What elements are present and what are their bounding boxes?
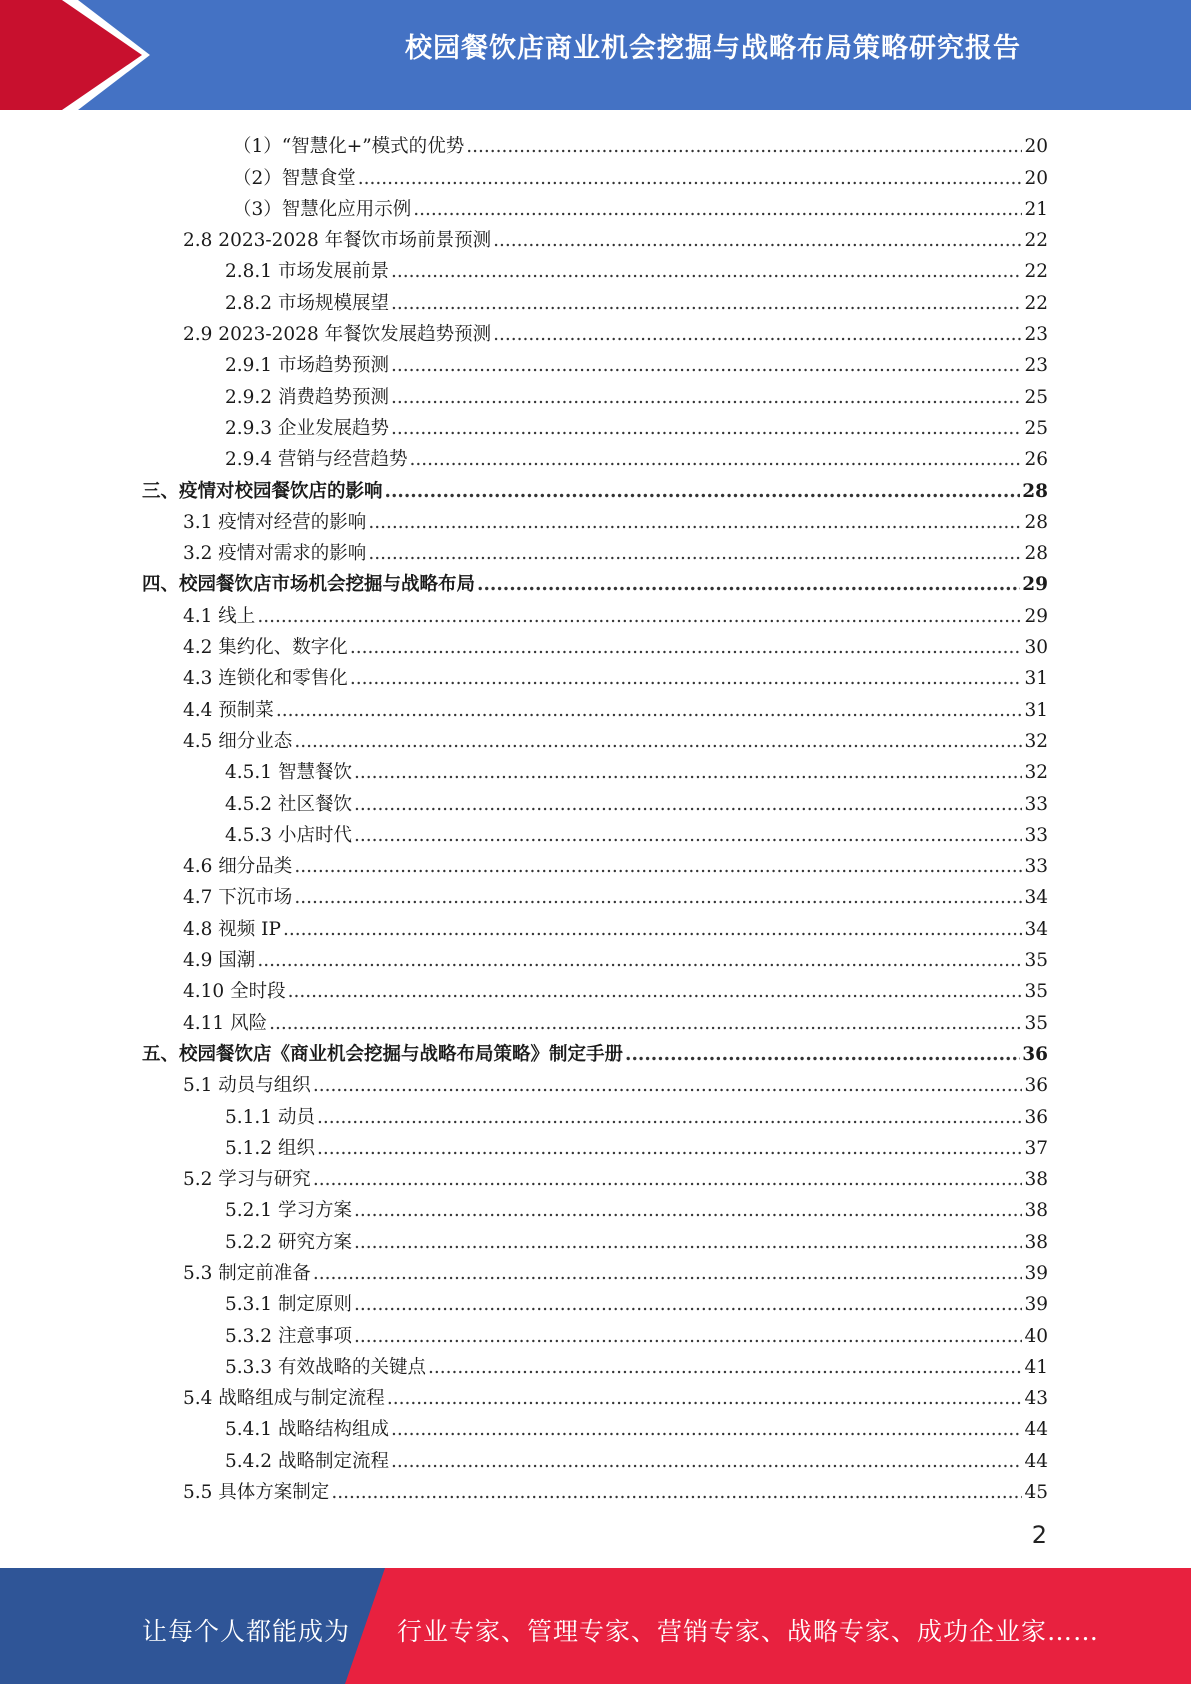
toc-entry-page: 36 xyxy=(1024,1075,1048,1097)
toc-entry-page: 45 xyxy=(1024,1482,1048,1504)
footer-slogan-left: 让每个人都能成为 xyxy=(142,1617,351,1646)
toc-entry-page: 22 xyxy=(1024,230,1048,252)
toc-leader-dots xyxy=(391,261,1022,283)
toc-leader-dots xyxy=(294,856,1022,878)
toc-entry-label: 4.2 集约化、数字化 xyxy=(183,637,348,659)
toc-leader-dots xyxy=(391,387,1022,409)
toc-entry-page: 22 xyxy=(1024,292,1048,314)
toc-entry-label: 5.3.1 制定原则 xyxy=(225,1294,352,1316)
toc-leader-dots xyxy=(428,1357,1022,1379)
toc-entry-page: 28 xyxy=(1022,480,1048,502)
toc-entry-label: 2.8.1 市场发展前景 xyxy=(225,261,389,283)
toc-leader-dots xyxy=(354,762,1023,784)
toc-entry-label: 2.9.3 企业发展趋势 xyxy=(225,417,389,439)
toc-entry[interactable] xyxy=(0,440,1191,471)
toc-leader-dots xyxy=(354,1200,1023,1222)
toc-entry-page: 35 xyxy=(1024,981,1048,1003)
toc-entry-label: （1）“智慧化+”模式的优势 xyxy=(233,136,465,158)
toc-entry-page: 25 xyxy=(1024,386,1048,408)
toc-entry[interactable] xyxy=(0,690,1191,721)
toc-entry-page: 35 xyxy=(1024,1012,1048,1034)
toc-entry[interactable] xyxy=(0,1222,1191,1253)
toc-entry-label: 5.4 战略组成与制定流程 xyxy=(183,1388,385,1410)
page-header xyxy=(0,0,1191,110)
toc-entry-label: 4.7 下沉市场 xyxy=(183,887,293,909)
footer-slogan-right: 行业专家、管理专家、营销专家、战略专家、成功企业家…… xyxy=(397,1617,1100,1646)
toc-entry-label: 5.1.1 动员 xyxy=(225,1106,315,1128)
toc-leader-dots xyxy=(257,606,1022,628)
toc-entry-label: 5.2.1 学习方案 xyxy=(225,1200,352,1222)
toc-entry[interactable] xyxy=(0,377,1191,408)
toc-entry[interactable] xyxy=(0,972,1191,1003)
toc-entry-page: 22 xyxy=(1024,261,1048,283)
toc-entry-label: 4.6 细分品类 xyxy=(183,856,293,878)
toc-entry[interactable] xyxy=(0,1191,1191,1222)
toc-entry-page: 38 xyxy=(1024,1169,1048,1191)
toc-entry[interactable] xyxy=(0,503,1191,534)
toc-leader-dots xyxy=(294,731,1022,753)
toc-entry[interactable] xyxy=(0,1003,1191,1034)
toc-entry-page: 33 xyxy=(1024,856,1048,878)
toc-entry[interactable] xyxy=(0,753,1191,784)
toc-leader-dots xyxy=(391,1451,1022,1473)
toc-entry-page: 38 xyxy=(1024,1231,1048,1253)
toc-entry-label: 5.2.2 研究方案 xyxy=(225,1231,352,1253)
toc-leader-dots xyxy=(493,324,1022,346)
toc-entry-label: 4.5.1 智慧餐饮 xyxy=(225,762,352,784)
toc-entry-page: 29 xyxy=(1024,605,1048,627)
toc-leader-dots xyxy=(317,1138,1023,1160)
toc-entry-label: 5.4.1 战略结构组成 xyxy=(225,1419,389,1441)
toc-entry-page: 32 xyxy=(1024,762,1048,784)
toc-leader-dots xyxy=(625,1044,1020,1066)
toc-entry[interactable] xyxy=(0,941,1191,972)
toc-entry[interactable] xyxy=(0,1129,1191,1160)
toc-leader-dots xyxy=(288,981,1023,1003)
toc-entry[interactable] xyxy=(0,315,1191,346)
toc-leader-dots xyxy=(358,168,1023,190)
toc-entry-label: 五、校园餐饮店《商业机会挖掘与战略布局策略》制定手册 xyxy=(142,1043,624,1065)
toc-entry[interactable] xyxy=(0,158,1191,189)
toc-entry-page: 34 xyxy=(1024,918,1048,940)
toc-entry-page: 44 xyxy=(1024,1419,1048,1441)
toc-entry-label: 5.1 动员与组织 xyxy=(183,1075,311,1097)
toc-leader-dots xyxy=(391,355,1022,377)
toc-entry-label: 2.9.1 市场趋势预测 xyxy=(225,355,389,377)
toc-leader-dots xyxy=(313,1169,1023,1191)
toc-leader-dots xyxy=(354,825,1023,847)
toc-entry-page: 33 xyxy=(1024,824,1048,846)
toc-entry-label: 2.9.2 消费趋势预测 xyxy=(225,386,389,408)
toc-entry-page: 41 xyxy=(1024,1356,1048,1378)
toc-entry-label: 5.5 具体方案制定 xyxy=(183,1482,330,1504)
toc-entry[interactable] xyxy=(0,252,1191,283)
toc-entry-page: 26 xyxy=(1024,449,1048,471)
toc-leader-dots xyxy=(413,199,1022,221)
toc-entry-label: 三、疫情对校园餐饮店的影响 xyxy=(142,480,383,502)
toc-leader-dots xyxy=(350,668,1023,690)
toc-entry[interactable] xyxy=(0,471,1191,502)
page-footer xyxy=(0,1568,1191,1684)
toc-entry-page: 31 xyxy=(1024,668,1048,690)
toc-entry-label: 4.10 全时段 xyxy=(183,981,286,1003)
toc-entry-label: 2.9 2023-2028 年餐饮发展趋势预测 xyxy=(183,324,492,346)
toc-entry[interactable] xyxy=(0,1316,1191,1347)
report-title: 校园餐饮店商业机会挖掘与战略布局策略研究报告 xyxy=(405,33,1021,64)
toc-entry[interactable] xyxy=(0,909,1191,940)
toc-entry[interactable] xyxy=(0,1035,1191,1066)
toc-entry-label: 5.4.2 战略制定流程 xyxy=(225,1450,389,1472)
toc-leader-dots xyxy=(391,418,1022,440)
toc-entry-page: 20 xyxy=(1024,167,1048,189)
toc-leader-dots xyxy=(493,230,1022,252)
toc-entry-label: 4.5 细分业态 xyxy=(183,730,293,752)
toc-entry-label: 2.8 2023-2028 年餐饮市场前景预测 xyxy=(183,230,492,252)
table-of-contents xyxy=(0,127,1191,1504)
toc-entry-page: 44 xyxy=(1024,1450,1048,1472)
toc-entry[interactable] xyxy=(0,784,1191,815)
toc-leader-dots xyxy=(331,1482,1022,1504)
toc-entry[interactable] xyxy=(0,534,1191,565)
toc-entry-label: 3.2 疫情对需求的影响 xyxy=(183,543,367,565)
toc-leader-dots xyxy=(317,1107,1023,1129)
toc-entry[interactable] xyxy=(0,1410,1191,1441)
toc-entry-page: 23 xyxy=(1024,355,1048,377)
toc-entry-label: 3.1 疫情对经营的影响 xyxy=(183,511,367,533)
toc-leader-dots xyxy=(276,700,1023,722)
toc-leader-dots xyxy=(368,543,1022,565)
toc-entry[interactable] xyxy=(0,1066,1191,1097)
toc-leader-dots xyxy=(354,1326,1023,1348)
toc-entry-page: 34 xyxy=(1024,887,1048,909)
toc-entry-page: 39 xyxy=(1024,1294,1048,1316)
toc-leader-dots xyxy=(466,136,1022,158)
toc-entry[interactable] xyxy=(0,565,1191,596)
toc-entry-label: 4.5.3 小店时代 xyxy=(225,824,352,846)
toc-entry-page: 23 xyxy=(1024,324,1048,346)
toc-entry[interactable] xyxy=(0,847,1191,878)
toc-entry-page: 29 xyxy=(1022,574,1048,596)
toc-entry-page: 20 xyxy=(1024,136,1048,158)
toc-entry[interactable] xyxy=(0,628,1191,659)
toc-entry[interactable] xyxy=(0,878,1191,909)
toc-entry[interactable] xyxy=(0,190,1191,221)
toc-entry[interactable] xyxy=(0,409,1191,440)
page-number: 2 xyxy=(1031,1521,1047,1549)
toc-entry[interactable] xyxy=(0,1379,1191,1410)
toc-entry-label: 5.3 制定前准备 xyxy=(183,1262,311,1284)
toc-leader-dots xyxy=(477,574,1020,596)
toc-leader-dots xyxy=(294,887,1022,909)
toc-entry-label: 4.11 风险 xyxy=(183,1012,268,1034)
toc-entry[interactable] xyxy=(0,1473,1191,1504)
toc-leader-dots xyxy=(354,794,1023,816)
toc-entry-page: 30 xyxy=(1024,637,1048,659)
toc-entry[interactable] xyxy=(0,596,1191,627)
toc-leader-dots xyxy=(409,449,1022,471)
toc-entry[interactable] xyxy=(0,1441,1191,1472)
toc-entry[interactable] xyxy=(0,346,1191,377)
toc-entry-page: 21 xyxy=(1024,198,1048,220)
toc-leader-dots xyxy=(368,512,1022,534)
toc-entry-page: 32 xyxy=(1024,730,1048,752)
toc-entry-label: 4.3 连锁化和零售化 xyxy=(183,668,348,690)
toc-entry-label: 4.4 预制菜 xyxy=(183,699,274,721)
toc-entry-page: 28 xyxy=(1024,511,1048,533)
toc-entry-page: 33 xyxy=(1024,793,1048,815)
toc-leader-dots xyxy=(350,637,1023,659)
toc-leader-dots xyxy=(391,293,1022,315)
toc-leader-dots xyxy=(354,1232,1023,1254)
toc-entry-label: 2.9.4 营销与经营趋势 xyxy=(225,449,408,471)
toc-leader-dots xyxy=(257,950,1022,972)
toc-entry-label: 4.9 国潮 xyxy=(183,950,256,972)
toc-entry-label: 4.5.2 社区餐饮 xyxy=(225,793,352,815)
toc-leader-dots xyxy=(387,1388,1023,1410)
toc-entry[interactable] xyxy=(0,1348,1191,1379)
toc-entry[interactable] xyxy=(0,722,1191,753)
toc-entry-page: 35 xyxy=(1024,950,1048,972)
toc-entry-page: 37 xyxy=(1024,1137,1048,1159)
toc-leader-dots xyxy=(391,1419,1022,1441)
toc-leader-dots xyxy=(313,1075,1023,1097)
toc-entry-label: 5.3.3 有效战略的关键点 xyxy=(225,1356,426,1378)
toc-entry[interactable] xyxy=(0,816,1191,847)
toc-entry-page: 39 xyxy=(1024,1262,1048,1284)
toc-entry-page: 36 xyxy=(1022,1043,1048,1065)
toc-entry-page: 25 xyxy=(1024,417,1048,439)
toc-entry-page: 28 xyxy=(1024,543,1048,565)
toc-leader-dots xyxy=(313,1263,1023,1285)
toc-leader-dots xyxy=(283,919,1023,941)
toc-entry[interactable] xyxy=(0,127,1191,158)
toc-entry[interactable] xyxy=(0,1285,1191,1316)
toc-entry[interactable] xyxy=(0,221,1191,252)
toc-leader-dots xyxy=(269,1013,1022,1035)
toc-entry-label: 5.3.2 注意事项 xyxy=(225,1325,352,1347)
toc-entry-label: 2.8.2 市场规模展望 xyxy=(225,292,389,314)
toc-leader-dots xyxy=(354,1294,1023,1316)
toc-leader-dots xyxy=(385,481,1021,503)
toc-entry-page: 31 xyxy=(1024,699,1048,721)
toc-entry-page: 40 xyxy=(1024,1325,1048,1347)
toc-entry-label: 4.1 线上 xyxy=(183,605,256,627)
toc-entry-label: 5.2 学习与研究 xyxy=(183,1169,311,1191)
toc-entry[interactable] xyxy=(0,1097,1191,1128)
toc-entry[interactable] xyxy=(0,1160,1191,1191)
toc-entry-label: （3）智慧化应用示例 xyxy=(233,198,412,220)
toc-entry[interactable] xyxy=(0,1254,1191,1285)
toc-entry-label: 四、校园餐饮店市场机会挖掘与战略布局 xyxy=(142,574,476,596)
toc-entry-label: 5.1.2 组织 xyxy=(225,1137,315,1159)
toc-entry-page: 38 xyxy=(1024,1200,1048,1222)
toc-entry[interactable] xyxy=(0,659,1191,690)
toc-entry-page: 43 xyxy=(1024,1388,1048,1410)
toc-entry-label: 4.8 视频 IP xyxy=(183,918,281,940)
toc-entry[interactable] xyxy=(0,283,1191,314)
toc-entry-page: 36 xyxy=(1024,1106,1048,1128)
toc-entry-label: （2）智慧食堂 xyxy=(233,167,356,189)
